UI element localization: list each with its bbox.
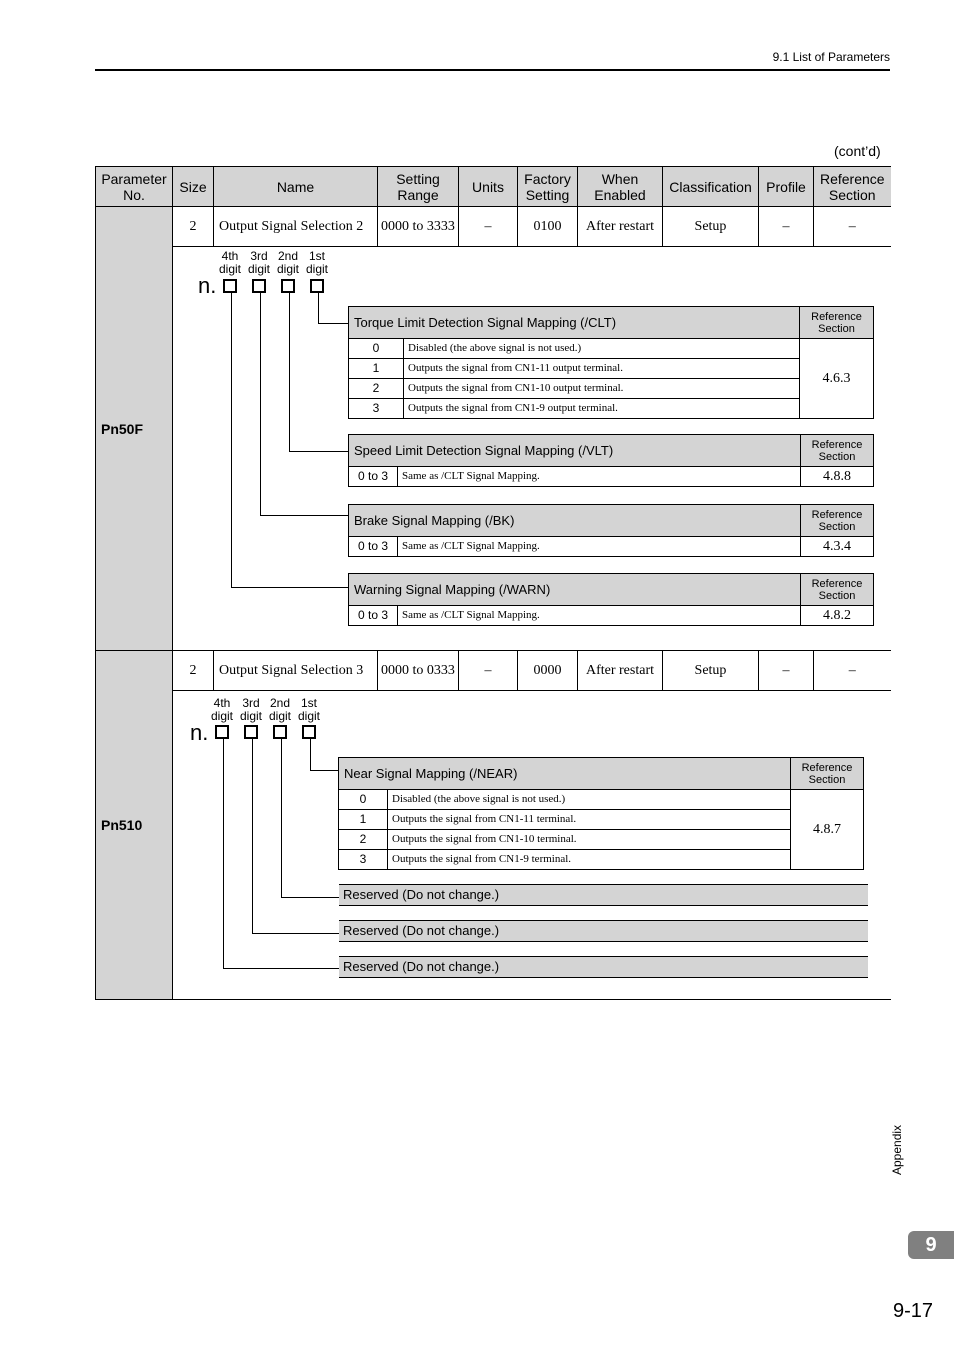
header-rule [95, 69, 890, 71]
ref-section-header: Reference Section [801, 574, 874, 606]
units-cell: – [459, 207, 518, 247]
option-code: 2 [339, 830, 388, 850]
option-desc: Disabled (the above signal is not used.) [404, 339, 800, 359]
vlt-title: Speed Limit Detection Signal Mapping (/VLT) [349, 435, 801, 467]
table-row [349, 606, 874, 626]
table-row [349, 467, 874, 487]
option-code: 0 to 3 [349, 606, 398, 626]
digit-box-4th [215, 725, 229, 739]
class-cell: Setup [663, 207, 759, 247]
table-row [96, 651, 891, 691]
option-desc: Outputs the signal from CN1-11 terminal. [388, 810, 791, 830]
param-no-pn510: Pn510 [96, 651, 173, 1000]
digit-box-3rd [252, 279, 266, 293]
clt-title: Torque Limit Detection Signal Mapping (/CLT) [349, 307, 800, 339]
option-code: 2 [349, 379, 404, 399]
option-desc: Outputs the signal from CN1-11 output terminal. [404, 359, 800, 379]
option-desc: Outputs the signal from CN1-9 terminal. [388, 850, 791, 870]
digit-label-2nd: 2nd digit [268, 696, 291, 723]
digit-label-4th: 4th digit [218, 249, 241, 276]
page-number: 9-17 [893, 1300, 934, 1322]
reserved-bar: Reserved (Do not change.) [339, 956, 868, 978]
digit-label-3rd: 3rd digit [239, 696, 262, 723]
running-header: 9.1 List of Parameters [772, 50, 890, 64]
digit-label-3rd: 3rd digit [247, 249, 270, 276]
table-row [339, 790, 864, 810]
ref-section-header: Reference Section [791, 758, 864, 790]
col-setting-range: Setting Range [378, 167, 459, 207]
col-reference-section: Reference Section [814, 167, 891, 207]
digit-label-1st: 1st digit [305, 249, 328, 276]
col-units: Units [459, 167, 518, 207]
connector-line [310, 770, 339, 771]
n-prefix: n. [190, 720, 209, 745]
connector-line [281, 739, 282, 898]
connector-line [260, 515, 349, 516]
table-row [349, 359, 874, 379]
name-cell: Output Signal Selection 3 [214, 651, 378, 691]
option-desc: Same as /CLT Signal Mapping. [398, 537, 801, 557]
table-row [349, 537, 874, 557]
col-when-enabled: When Enabled [578, 167, 663, 207]
digit-box-3rd [244, 725, 258, 739]
connector-line [260, 293, 261, 516]
warn-mapping-table [348, 573, 874, 626]
ref-section-header: Reference Section [801, 505, 874, 537]
col-name: Name [214, 167, 378, 207]
connector-line [289, 293, 290, 452]
param-no-pn50f: Pn50F [96, 207, 173, 651]
connector-line [289, 451, 349, 452]
near-title: Near Signal Mapping (/NEAR) [339, 758, 791, 790]
col-profile: Profile [759, 167, 814, 207]
digit-box-1st [302, 725, 316, 739]
table-row [349, 339, 874, 359]
option-code: 1 [349, 359, 404, 379]
table-row [339, 850, 864, 870]
ref-cell: – [814, 651, 891, 691]
option-desc: Same as /CLT Signal Mapping. [398, 467, 801, 487]
bk-mapping-table [348, 504, 874, 557]
clt-ref: 4.6.3 [800, 339, 874, 419]
class-cell: Setup [663, 651, 759, 691]
table-row [349, 399, 874, 419]
option-desc: Outputs the signal from CN1-9 output terminal. [404, 399, 800, 419]
table-header-row [96, 167, 891, 207]
ref-section-header: Reference Section [800, 307, 874, 339]
table-row [339, 830, 864, 850]
digit-label-4th: 4th digit [210, 696, 233, 723]
digit-label-1st: 1st digit [297, 696, 320, 723]
warn-title: Warning Signal Mapping (/WARN) [349, 574, 801, 606]
bk-ref: 4.3.4 [801, 537, 874, 557]
continued-label: (cont’d) [834, 143, 881, 159]
option-desc: Disabled (the above signal is not used.) [388, 790, 791, 810]
connector-line [318, 293, 319, 324]
option-code: 0 to 3 [349, 467, 398, 487]
option-code: 3 [349, 399, 404, 419]
ref-section-header: Reference Section [801, 435, 874, 467]
size-cell: 2 [173, 207, 214, 247]
col-param-no: Parameter No. [96, 167, 173, 207]
connector-line [231, 293, 232, 588]
digit-label-2nd: 2nd digit [276, 249, 299, 276]
factory-cell: 0100 [518, 207, 578, 247]
reserved-bar: Reserved (Do not change.) [339, 884, 868, 906]
option-desc: Outputs the signal from CN1-10 output terminal. [404, 379, 800, 399]
option-code: 0 [339, 790, 388, 810]
col-factory-setting: Factory Setting [518, 167, 578, 207]
option-code: 1 [339, 810, 388, 830]
size-cell: 2 [173, 651, 214, 691]
col-size: Size [173, 167, 214, 207]
when-cell: After restart [578, 207, 663, 247]
profile-cell: – [759, 207, 814, 247]
name-cell: Output Signal Selection 2 [214, 207, 378, 247]
range-cell: 0000 to 0333 [378, 651, 459, 691]
connector-line [310, 739, 311, 771]
clt-mapping-table [348, 306, 874, 419]
option-code: 0 to 3 [349, 537, 398, 557]
near-ref: 4.8.7 [791, 790, 864, 870]
connector-line [252, 739, 253, 934]
side-tab-label: Appendix [890, 1124, 904, 1175]
table-row [96, 207, 891, 247]
profile-cell: – [759, 651, 814, 691]
vlt-ref: 4.8.8 [801, 467, 874, 487]
factory-cell: 0000 [518, 651, 578, 691]
connector-line [231, 587, 349, 588]
units-cell: – [459, 651, 518, 691]
near-mapping-table [338, 757, 864, 870]
option-code: 0 [349, 339, 404, 359]
n-prefix: n. [198, 273, 217, 298]
chapter-tab: 9 [908, 1231, 954, 1259]
digit-box-2nd [281, 279, 295, 293]
col-classification: Classification [663, 167, 759, 207]
option-desc: Same as /CLT Signal Mapping. [398, 606, 801, 626]
bk-title: Brake Signal Mapping (/BK) [349, 505, 801, 537]
connector-line [223, 739, 224, 969]
digit-box-2nd [273, 725, 287, 739]
vlt-mapping-table [348, 434, 874, 487]
ref-cell: – [814, 207, 891, 247]
connector-line [223, 968, 339, 969]
option-code: 3 [339, 850, 388, 870]
connector-line [281, 897, 339, 898]
reserved-bar: Reserved (Do not change.) [339, 920, 868, 942]
table-row [349, 379, 874, 399]
digit-box-4th [223, 279, 237, 293]
connector-line [318, 323, 349, 324]
table-row [339, 810, 864, 830]
connector-line [252, 933, 339, 934]
digit-box-1st [310, 279, 324, 293]
warn-ref: 4.8.2 [801, 606, 874, 626]
when-cell: After restart [578, 651, 663, 691]
range-cell: 0000 to 3333 [378, 207, 459, 247]
option-desc: Outputs the signal from CN1-10 terminal. [388, 830, 791, 850]
